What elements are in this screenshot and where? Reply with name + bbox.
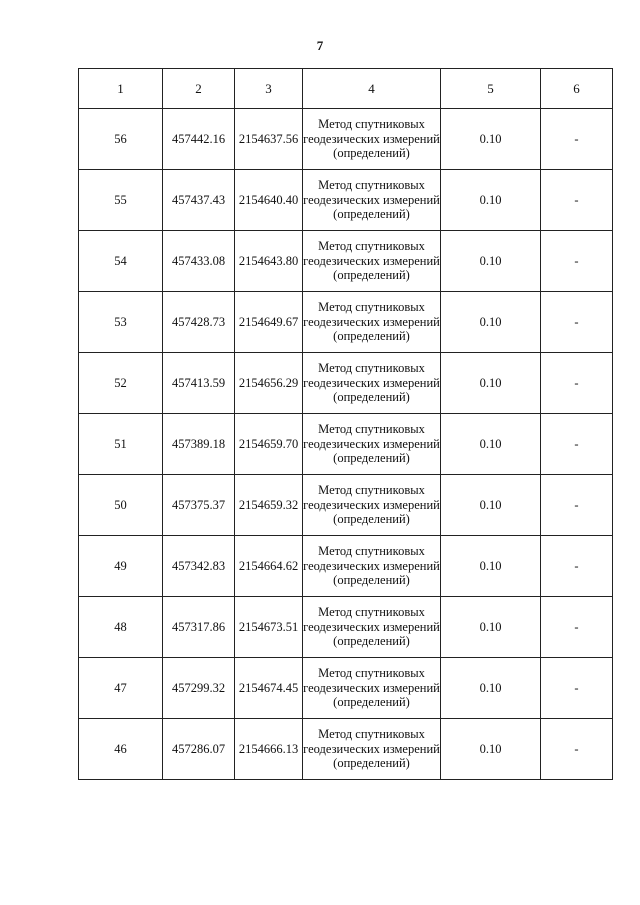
column-header: 3 xyxy=(235,69,303,109)
y-coordinate-cell: 2154640.40 xyxy=(235,170,303,231)
column-header: 2 xyxy=(163,69,235,109)
y-coordinate-cell: 2154674.45 xyxy=(235,658,303,719)
point-number-cell: 46 xyxy=(79,719,163,780)
note-cell: - xyxy=(541,292,613,353)
y-coordinate-cell: 2154659.70 xyxy=(235,414,303,475)
method-cell: Метод спутниковых геодезических измерений (определений) xyxy=(303,292,441,353)
y-coordinate-cell: 2154666.13 xyxy=(235,719,303,780)
table-row xyxy=(79,170,613,231)
table-row xyxy=(79,719,613,780)
x-coordinate-cell: 457442.16 xyxy=(163,109,235,170)
accuracy-cell: 0.10 xyxy=(441,658,541,719)
y-coordinate-cell: 2154664.62 xyxy=(235,536,303,597)
accuracy-cell: 0.10 xyxy=(441,475,541,536)
note-cell: - xyxy=(541,597,613,658)
accuracy-cell: 0.10 xyxy=(441,719,541,780)
note-cell: - xyxy=(541,475,613,536)
column-header: 4 xyxy=(303,69,441,109)
y-coordinate-cell: 2154673.51 xyxy=(235,597,303,658)
method-cell: Метод спутниковых геодезических измерений (определений) xyxy=(303,109,441,170)
x-coordinate-cell: 457299.32 xyxy=(163,658,235,719)
note-cell: - xyxy=(541,353,613,414)
accuracy-cell: 0.10 xyxy=(441,597,541,658)
column-header: 6 xyxy=(541,69,613,109)
table-body xyxy=(79,109,613,780)
x-coordinate-cell: 457433.08 xyxy=(163,231,235,292)
x-coordinate-cell: 457342.83 xyxy=(163,536,235,597)
point-number-cell: 47 xyxy=(79,658,163,719)
y-coordinate-cell: 2154643.80 xyxy=(235,231,303,292)
method-cell: Метод спутниковых геодезических измерений (определений) xyxy=(303,231,441,292)
x-coordinate-cell: 457286.07 xyxy=(163,719,235,780)
method-cell: Метод спутниковых геодезических измерений (определений) xyxy=(303,597,441,658)
point-number-cell: 49 xyxy=(79,536,163,597)
accuracy-cell: 0.10 xyxy=(441,353,541,414)
table-header-row xyxy=(79,69,613,109)
y-coordinate-cell: 2154649.67 xyxy=(235,292,303,353)
note-cell: - xyxy=(541,170,613,231)
x-coordinate-cell: 457428.73 xyxy=(163,292,235,353)
method-cell: Метод спутниковых геодезических измерений (определений) xyxy=(303,658,441,719)
accuracy-cell: 0.10 xyxy=(441,536,541,597)
note-cell: - xyxy=(541,231,613,292)
table-row xyxy=(79,536,613,597)
accuracy-cell: 0.10 xyxy=(441,414,541,475)
x-coordinate-cell: 457437.43 xyxy=(163,170,235,231)
table-row xyxy=(79,597,613,658)
method-cell: Метод спутниковых геодезических измерений (определений) xyxy=(303,353,441,414)
table-row xyxy=(79,109,613,170)
method-cell: Метод спутниковых геодезических измерений (определений) xyxy=(303,475,441,536)
point-number-cell: 53 xyxy=(79,292,163,353)
table-row xyxy=(79,231,613,292)
accuracy-cell: 0.10 xyxy=(441,170,541,231)
accuracy-cell: 0.10 xyxy=(441,231,541,292)
note-cell: - xyxy=(541,414,613,475)
x-coordinate-cell: 457389.18 xyxy=(163,414,235,475)
note-cell: - xyxy=(541,536,613,597)
column-header: 1 xyxy=(79,69,163,109)
note-cell: - xyxy=(541,109,613,170)
accuracy-cell: 0.10 xyxy=(441,109,541,170)
table-row xyxy=(79,353,613,414)
point-number-cell: 56 xyxy=(79,109,163,170)
method-cell: Метод спутниковых геодезических измерений (определений) xyxy=(303,170,441,231)
x-coordinate-cell: 457317.86 xyxy=(163,597,235,658)
column-header: 5 xyxy=(441,69,541,109)
point-number-cell: 50 xyxy=(79,475,163,536)
table-row xyxy=(79,414,613,475)
note-cell: - xyxy=(541,658,613,719)
y-coordinate-cell: 2154659.32 xyxy=(235,475,303,536)
point-number-cell: 55 xyxy=(79,170,163,231)
point-number-cell: 54 xyxy=(79,231,163,292)
point-number-cell: 48 xyxy=(79,597,163,658)
page-number: 7 xyxy=(316,38,324,53)
y-coordinate-cell: 2154656.29 xyxy=(235,353,303,414)
table-row xyxy=(79,292,613,353)
y-coordinate-cell: 2154637.56 xyxy=(235,109,303,170)
method-cell: Метод спутниковых геодезических измерений (определений) xyxy=(303,719,441,780)
note-cell: - xyxy=(541,719,613,780)
x-coordinate-cell: 457375.37 xyxy=(163,475,235,536)
accuracy-cell: 0.10 xyxy=(441,292,541,353)
coordinates-table xyxy=(78,68,613,780)
table-row xyxy=(79,475,613,536)
point-number-cell: 52 xyxy=(79,353,163,414)
table-row xyxy=(79,658,613,719)
point-number-cell: 51 xyxy=(79,414,163,475)
method-cell: Метод спутниковых геодезических измерений (определений) xyxy=(303,536,441,597)
x-coordinate-cell: 457413.59 xyxy=(163,353,235,414)
method-cell: Метод спутниковых геодезических измерений (определений) xyxy=(303,414,441,475)
